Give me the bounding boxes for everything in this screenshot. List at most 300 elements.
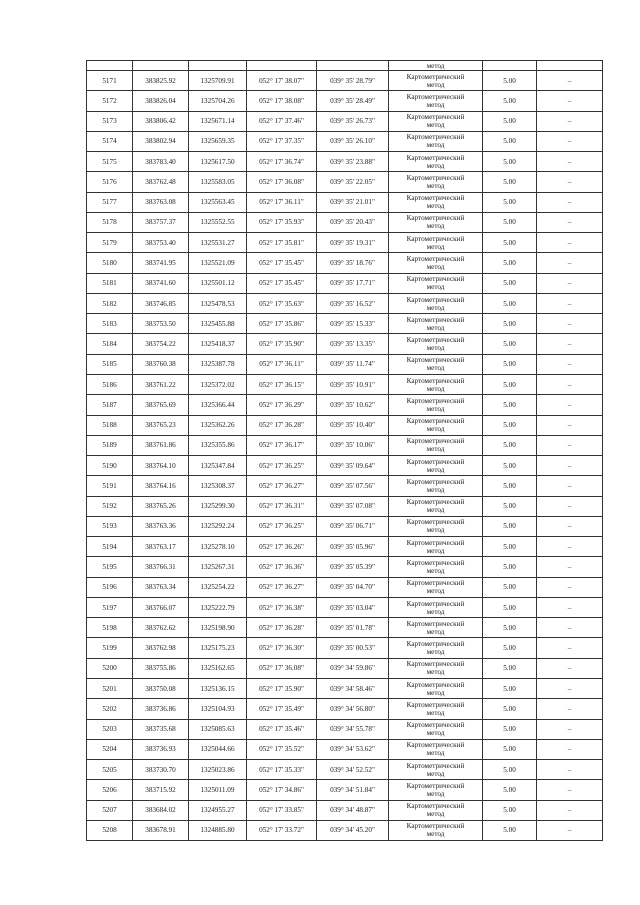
y-coordinate-cell: 1325011.09: [189, 780, 247, 800]
y-coordinate-cell: 1325104.93: [189, 699, 247, 719]
accuracy-cell: 5.00: [483, 192, 537, 212]
x-coordinate-cell: 383765.69: [133, 395, 189, 415]
latitude-cell: 052° 17' 35.52": [247, 739, 317, 759]
point-number-cell: 5203: [87, 719, 133, 739]
y-coordinate-cell: 1325254.22: [189, 577, 247, 597]
description-cell: –: [537, 557, 603, 577]
y-coordinate-cell: 1325267.31: [189, 557, 247, 577]
table-row: [87, 233, 603, 253]
point-number-cell: 5184: [87, 334, 133, 354]
method-cell: [389, 233, 483, 253]
table-row: [87, 253, 603, 273]
longitude-cell: 039° 35' 21.01": [317, 192, 389, 212]
point-number-cell: 5201: [87, 678, 133, 698]
method-line-1: Картометрический: [406, 559, 465, 567]
latitude-cell: 052° 17' 38.07": [247, 71, 317, 91]
x-coordinate-cell: 383762.62: [133, 618, 189, 638]
method-cell: [389, 172, 483, 192]
longitude-cell: 039° 34' 56.80": [317, 699, 389, 719]
table-row-continued: [87, 61, 603, 71]
point-number-cell: 5200: [87, 658, 133, 678]
method-cell: [389, 618, 483, 638]
method-cell: [389, 780, 483, 800]
longitude-cell: 039° 35' 07.08": [317, 496, 389, 516]
description-cell: –: [537, 192, 603, 212]
x-coordinate-cell: 383746.85: [133, 293, 189, 313]
description-cell: –: [537, 537, 603, 557]
x-coordinate-cell: 383755.86: [133, 658, 189, 678]
method-line-1: Картометрический: [406, 660, 465, 669]
longitude-cell: 039° 35' 18.76": [317, 253, 389, 273]
x-coordinate-cell: 383753.40: [133, 233, 189, 253]
accuracy-cell: 5.00: [483, 760, 537, 780]
latitude-cell: 052° 17' 36.25": [247, 516, 317, 536]
accuracy-cell: 5.00: [483, 314, 537, 334]
y-coordinate-cell: 1325292.24: [189, 516, 247, 536]
longitude-cell: 039° 35' 15.33": [317, 314, 389, 334]
longitude-cell: 039° 35' 05.39": [317, 557, 389, 577]
method-cell: [389, 557, 483, 577]
description-cell: –: [537, 212, 603, 232]
y-coordinate-cell: 1325085.63: [189, 719, 247, 739]
description-cell: –: [537, 131, 603, 151]
method-line-2: метод: [426, 830, 445, 839]
method-line-2: метод: [426, 810, 445, 819]
longitude-cell: 039° 35' 10.62": [317, 395, 389, 415]
method-line-2: метод: [426, 526, 445, 535]
description-cell: –: [537, 760, 603, 780]
x-coordinate-cell: 383753.50: [133, 314, 189, 334]
description-cell: –: [537, 739, 603, 759]
table-row: [87, 638, 603, 658]
method-cell: [389, 131, 483, 151]
method-line-2: метод: [426, 425, 445, 434]
longitude-cell: 039° 35' 00.53": [317, 638, 389, 658]
accuracy-cell: 5.00: [483, 111, 537, 131]
point-number-cell: 5192: [87, 496, 133, 516]
x-coordinate-cell: 383763.08: [133, 192, 189, 212]
method-line-1: Картометрический: [406, 477, 465, 486]
y-coordinate-cell: 1325563.45: [189, 192, 247, 212]
x-coordinate-cell: 383826.04: [133, 91, 189, 111]
method-cell: [389, 496, 483, 516]
method-line-1: Картометрический: [406, 356, 465, 365]
x-coordinate-cell: 383684.02: [133, 800, 189, 820]
method-line-1: Картометрический: [406, 700, 465, 709]
point-number-cell: 5175: [87, 152, 133, 172]
point-number-cell: 5186: [87, 374, 133, 394]
method-cell: [389, 476, 483, 496]
latitude-cell: 052° 17' 36.31": [247, 496, 317, 516]
table-row: [87, 415, 603, 435]
method-cell: [389, 699, 483, 719]
table-row: [87, 111, 603, 131]
y-coordinate-cell: 1325023.86: [189, 760, 247, 780]
method-line-2: метод: [426, 445, 445, 454]
x-coordinate-cell: 383760.38: [133, 354, 189, 374]
method-line-1: Картометрический: [406, 255, 465, 264]
table-row: [87, 374, 603, 394]
coordinates-table: [86, 60, 603, 841]
table-row: [87, 395, 603, 415]
accuracy-cell: 5.00: [483, 739, 537, 759]
x-coordinate-cell: 383715.92: [133, 780, 189, 800]
method-cell: [389, 212, 483, 232]
description-cell: –: [537, 496, 603, 516]
table-row: [87, 537, 603, 557]
method-line-2: метод: [426, 567, 445, 575]
description-cell: –: [537, 111, 603, 131]
table-row: [87, 152, 603, 172]
accuracy-cell: 5.00: [483, 658, 537, 678]
method-line-2: метод: [426, 708, 445, 717]
method-line-2: метод: [426, 242, 445, 251]
method-cell: [389, 293, 483, 313]
y-coordinate-cell: 1325198.90: [189, 618, 247, 638]
point-number-cell: 5190: [87, 456, 133, 476]
latitude-cell: 052° 17' 35.81": [247, 233, 317, 253]
method-line-2: метод: [426, 587, 445, 596]
point-number-cell: 5180: [87, 253, 133, 273]
method-cell: [389, 820, 483, 840]
x-coordinate-cell: 383762.48: [133, 172, 189, 192]
description-cell: –: [537, 719, 603, 739]
method-line-2: метод: [426, 181, 445, 190]
table-row: [87, 820, 603, 840]
table-row: [87, 577, 603, 597]
accuracy-cell: 5.00: [483, 293, 537, 313]
method-line-1: Картометрический: [406, 92, 465, 101]
method-cell: [389, 719, 483, 739]
method-cell: [389, 597, 483, 617]
accuracy-cell: 5.00: [483, 456, 537, 476]
method-cell: [389, 456, 483, 476]
method-cell: [389, 739, 483, 759]
method-cell: [389, 678, 483, 698]
description-cell: –: [537, 273, 603, 293]
accuracy-cell: 5.00: [483, 537, 537, 557]
point-number-cell: 5199: [87, 638, 133, 658]
x-coordinate-cell: 383783.40: [133, 152, 189, 172]
latitude-cell: 052° 17' 36.15": [247, 374, 317, 394]
point-number-cell: 5181: [87, 273, 133, 293]
accuracy-cell: 5.00: [483, 516, 537, 536]
method-line-1: Картометрический: [406, 194, 465, 203]
method-line-2: метод: [426, 668, 445, 677]
x-coordinate-cell: 383741.95: [133, 253, 189, 273]
y-coordinate-cell: 1325278.10: [189, 537, 247, 557]
latitude-cell: 052° 17' 34.86": [247, 780, 317, 800]
y-coordinate-cell: 1325372.02: [189, 374, 247, 394]
table-row: [87, 516, 603, 536]
longitude-cell: 039° 35' 28.49": [317, 91, 389, 111]
method-cell: [389, 800, 483, 820]
latitude-cell: 052° 17' 35.90": [247, 678, 317, 698]
method-line-1: Картометрический: [406, 579, 465, 588]
description-cell: –: [537, 658, 603, 678]
method-line-1: Картометрический: [406, 518, 465, 527]
latitude-cell: 052° 17' 36.28": [247, 618, 317, 638]
description-cell: –: [537, 293, 603, 313]
table-row: [87, 739, 603, 759]
y-coordinate-cell: 1325418.37: [189, 334, 247, 354]
method-line-1: Картометрический: [406, 396, 465, 405]
table-body: [87, 61, 603, 841]
latitude-cell: 052° 17' 36.08": [247, 172, 317, 192]
point-number-cell: 5182: [87, 293, 133, 313]
longitude-cell: 039° 35' 26.10": [317, 131, 389, 151]
y-coordinate-cell: 1325671.14: [189, 111, 247, 131]
longitude-cell: 039° 34' 58.46": [317, 678, 389, 698]
method-line-1: Картометрический: [406, 336, 465, 345]
method-cell: метод: [389, 61, 483, 71]
latitude-cell: 052° 17' 33.85": [247, 800, 317, 820]
table-row: [87, 719, 603, 739]
method-line-2: метод: [426, 202, 445, 211]
method-line-1: Картометрический: [406, 802, 465, 811]
method-line-1: Картометрический: [406, 214, 465, 223]
accuracy-cell: 5.00: [483, 415, 537, 435]
latitude-cell: 052° 17' 33.72": [247, 820, 317, 840]
method-line-2: метод: [426, 100, 445, 109]
method-line-2: метод: [426, 303, 445, 312]
point-number-cell: 5188: [87, 415, 133, 435]
longitude-cell: 039° 34' 55.78": [317, 719, 389, 739]
method-line-2: метод: [426, 627, 445, 636]
method-line-1: Картометрический: [406, 437, 465, 446]
method-line-1: Картометрический: [406, 619, 465, 628]
table-row: [87, 131, 603, 151]
x-coordinate-cell: 383765.26: [133, 496, 189, 516]
longitude-cell: 039° 34' 45.20": [317, 820, 389, 840]
y-coordinate-cell: 1325501.12: [189, 273, 247, 293]
x-coordinate-cell: 383762.98: [133, 638, 189, 658]
method-line-1: Картометрический: [406, 498, 465, 507]
method-line-1: Картометрический: [406, 133, 465, 142]
longitude-cell: 039° 35' 10.40": [317, 415, 389, 435]
description-cell: –: [537, 456, 603, 476]
x-coordinate-cell: 383761.86: [133, 435, 189, 455]
accuracy-cell: 5.00: [483, 496, 537, 516]
longitude-cell: 039° 35' 13.35": [317, 334, 389, 354]
latitude-cell: 052° 17' 35.93": [247, 212, 317, 232]
description-cell: –: [537, 780, 603, 800]
longitude-cell: 039° 35' 06.71": [317, 516, 389, 536]
y-coordinate-cell: 1325617.50: [189, 152, 247, 172]
x-coordinate-cell: 383757.37: [133, 212, 189, 232]
longitude-cell: 039° 35' 07.56": [317, 476, 389, 496]
accuracy-cell: 5.00: [483, 354, 537, 374]
y-coordinate-cell: 1325552.55: [189, 212, 247, 232]
method-cell: [389, 374, 483, 394]
table-row: [87, 557, 603, 577]
longitude-cell: 039° 35' 19.31": [317, 233, 389, 253]
latitude-cell: 052° 17' 36.11": [247, 192, 317, 212]
point-number-cell: 5207: [87, 800, 133, 820]
x-coordinate-cell: 383764.10: [133, 456, 189, 476]
y-coordinate-cell: 1325362.26: [189, 415, 247, 435]
method-cell: [389, 192, 483, 212]
method-cell: [389, 334, 483, 354]
longitude-cell: 039° 34' 48.87": [317, 800, 389, 820]
method-line-2: метод: [426, 749, 445, 758]
y-coordinate-cell: 1325531.27: [189, 233, 247, 253]
method-line-1: Картометрический: [406, 457, 465, 466]
y-coordinate-cell: 1325478.53: [189, 293, 247, 313]
latitude-cell: 052° 17' 36.38": [247, 597, 317, 617]
method-line-2: метод: [426, 465, 445, 474]
accuracy-cell: 5.00: [483, 131, 537, 151]
y-coordinate-cell: 1325366.44: [189, 395, 247, 415]
x-coordinate-cell: 383761.22: [133, 374, 189, 394]
y-coordinate-cell: 1324955.27: [189, 800, 247, 820]
x-coordinate-cell: 383825.92: [133, 71, 189, 91]
latitude-cell: 052° 17' 35.45": [247, 273, 317, 293]
point-number-cell: 5171: [87, 71, 133, 91]
method-line-2: метод: [426, 283, 445, 292]
accuracy-cell: 5.00: [483, 618, 537, 638]
x-coordinate-cell: 383736.86: [133, 699, 189, 719]
x-coordinate-cell: 383735.68: [133, 719, 189, 739]
method-line-1: Картометрический: [406, 275, 465, 284]
table-row: [87, 597, 603, 617]
method-cell: [389, 273, 483, 293]
latitude-cell: 052° 17' 35.46": [247, 719, 317, 739]
method-line-2: метод: [426, 323, 445, 332]
method-cell: [389, 760, 483, 780]
y-coordinate-cell: 1325162.65: [189, 658, 247, 678]
description-cell: –: [537, 577, 603, 597]
table-row: [87, 354, 603, 374]
latitude-cell: 052° 17' 36.28": [247, 415, 317, 435]
x-coordinate-cell: 383736.93: [133, 739, 189, 759]
accuracy-cell: 5.00: [483, 71, 537, 91]
description-cell: –: [537, 699, 603, 719]
accuracy-cell: 5.00: [483, 91, 537, 111]
description-cell: –: [537, 233, 603, 253]
latitude-cell: 052° 17' 37.35": [247, 131, 317, 151]
description-cell: –: [537, 253, 603, 273]
method-line-1: Картометрический: [406, 538, 465, 547]
table-row: [87, 435, 603, 455]
method-line-1: Картометрический: [406, 741, 465, 750]
method-line-2: метод: [426, 607, 445, 616]
accuracy-cell: 5.00: [483, 152, 537, 172]
longitude-cell: 039° 34' 52.52": [317, 760, 389, 780]
description-cell: –: [537, 820, 603, 840]
description-cell: –: [537, 91, 603, 111]
description-cell: –: [537, 374, 603, 394]
table-row: [87, 760, 603, 780]
method-line-1: Картометрический: [406, 234, 465, 243]
longitude-cell: 039° 35' 01.78": [317, 618, 389, 638]
point-number-cell: 5173: [87, 111, 133, 131]
table-row: [87, 800, 603, 820]
method-cell: [389, 314, 483, 334]
method-line-1: Картометрический: [406, 376, 465, 385]
method-cell: [389, 253, 483, 273]
y-coordinate-cell: 1325355.86: [189, 435, 247, 455]
point-number-cell: 5195: [87, 557, 133, 577]
accuracy-cell: 5.00: [483, 273, 537, 293]
longitude-cell: 039° 35' 05.96": [317, 537, 389, 557]
y-coordinate-cell: 1325299.30: [189, 496, 247, 516]
point-number-cell: 5179: [87, 233, 133, 253]
table-row: [87, 212, 603, 232]
table-row: [87, 192, 603, 212]
longitude-cell: 039° 35' 20.43": [317, 212, 389, 232]
y-coordinate-cell: 1325175.23: [189, 638, 247, 658]
method-line-2: метод: [426, 121, 445, 130]
method-line-2: метод: [426, 688, 445, 697]
method-cell: [389, 71, 483, 91]
point-number-cell: 5208: [87, 820, 133, 840]
latitude-cell: 052° 17' 36.74": [247, 152, 317, 172]
description-cell: –: [537, 800, 603, 820]
accuracy-cell: 5.00: [483, 334, 537, 354]
description-cell: –: [537, 395, 603, 415]
method-line-2: метод: [426, 404, 445, 413]
y-coordinate-cell: 1325583.05: [189, 172, 247, 192]
latitude-cell: 052° 17' 35.86": [247, 314, 317, 334]
accuracy-cell: 5.00: [483, 800, 537, 820]
table-row: [87, 91, 603, 111]
latitude-cell: 052° 17' 36.25": [247, 456, 317, 476]
method-line-1: Картометрический: [406, 295, 465, 304]
description-cell: –: [537, 435, 603, 455]
point-number-cell: 5206: [87, 780, 133, 800]
table-row: [87, 618, 603, 638]
y-coordinate-cell: 1325308.37: [189, 476, 247, 496]
y-coordinate-cell: 1325709.91: [189, 71, 247, 91]
method-cell: [389, 516, 483, 536]
latitude-cell: 052° 17' 35.33": [247, 760, 317, 780]
method-line-1: Картометрический: [406, 721, 465, 730]
method-line-1: Картометрический: [406, 822, 465, 831]
point-number-cell: 5204: [87, 739, 133, 759]
y-coordinate-cell: 1325347.84: [189, 456, 247, 476]
description-cell: –: [537, 314, 603, 334]
description-cell: –: [537, 618, 603, 638]
latitude-cell: 052° 17' 36.27": [247, 476, 317, 496]
accuracy-cell: 5.00: [483, 597, 537, 617]
table-row: [87, 334, 603, 354]
latitude-cell: 052° 17' 36.11": [247, 354, 317, 374]
method-line-2: метод: [426, 141, 445, 150]
point-number-cell: 5189: [87, 435, 133, 455]
method-cell: [389, 537, 483, 557]
method-cell: [389, 152, 483, 172]
method-line-2: метод: [426, 546, 445, 555]
method-line-2: метод: [426, 506, 445, 515]
method-cell: [389, 111, 483, 131]
latitude-cell: 052° 17' 37.46": [247, 111, 317, 131]
accuracy-cell: 5.00: [483, 820, 537, 840]
point-number-cell: 5205: [87, 760, 133, 780]
description-cell: –: [537, 152, 603, 172]
method-line-1: Картометрический: [406, 72, 465, 81]
point-number-cell: 5174: [87, 131, 133, 151]
method-line-2: метод: [426, 263, 445, 272]
longitude-cell: 039° 35' 26.73": [317, 111, 389, 131]
longitude-cell: 039° 35' 16.52": [317, 293, 389, 313]
x-coordinate-cell: 383764.16: [133, 476, 189, 496]
accuracy-cell: 5.00: [483, 638, 537, 658]
method-line-2: метод: [426, 769, 445, 778]
method-line-2: метод: [426, 384, 445, 393]
table-row: [87, 273, 603, 293]
method-line-2: метод: [426, 789, 445, 798]
